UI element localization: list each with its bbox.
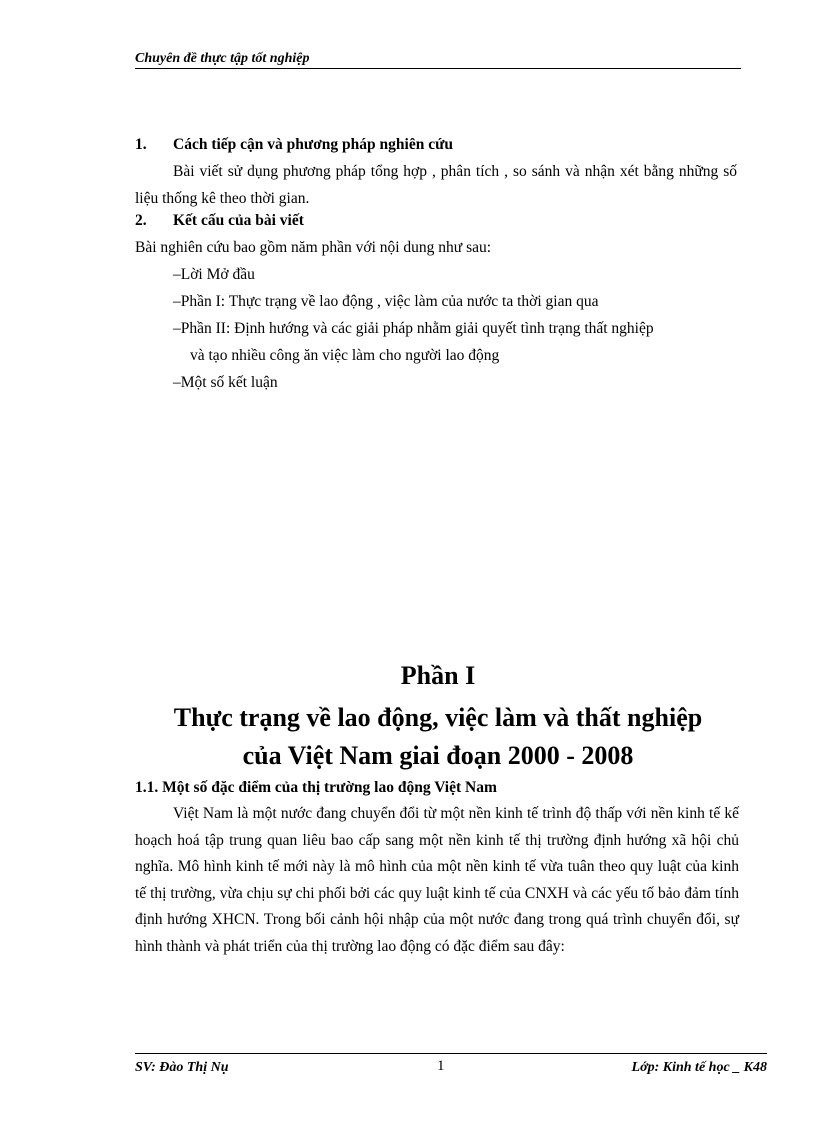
list-item: –Phần I: Thực trạng về lao động , việc làm của nước ta thời gian qua xyxy=(173,293,599,310)
footer-class: Lớp: Kinh tế học _ K48 xyxy=(631,1060,767,1075)
section-1-title: Cách tiếp cận và phương pháp nghiên cứu xyxy=(173,136,453,153)
footer-student: SV: Đào Thị Nụ xyxy=(135,1060,229,1075)
section-2-heading xyxy=(135,207,747,234)
section-1-paragraph: Bài viết sử dụng phương pháp tổng hợp , phân tích , so sánh và nhận xét bằng những số liệu thống kê theo thời gian. xyxy=(135,163,737,207)
part-label: Phần I xyxy=(400,661,476,690)
part-title-line-2: của Việt Nam giai đoạn 2000 - 2008 xyxy=(242,741,634,770)
section-structure xyxy=(135,207,747,396)
subsection-heading: 1.1. Một số đặc điểm của thị trường lao động Việt Nam xyxy=(135,779,497,796)
subsection-paragraph: Việt Nam là một nước đang chuyển đổi từ một nền kinh tế trình độ thấp với nền kinh tế kế hoạch hoá tập trung quan liêu bao cấp sang một nền kinh tế thị trường định hướng xã hội chủ nghĩa. Mô hình kinh tế mới này là mô hình của một nền kinh tế vừa tuân theo quy luật của kinh tế thị trường, vừa chịu sự chi phối bởi các quy luật kinh tế của CNXH và các yếu tố bảo đảm tính định hướng XHCN. Trong bối cảnh hội nhập của một nước đang trong quá trình chuyển đổi, sự hình thành và phát triển của thị trường lao động có đặc điểm sau đây: xyxy=(135,805,739,955)
section-approach xyxy=(135,131,747,212)
part-title-line-1: Thực trạng về lao động, việc làm và thất nghiệp xyxy=(173,703,703,732)
page-header xyxy=(135,50,741,69)
page-number: 1 xyxy=(437,1058,445,1074)
header-title: Chuyên đề thực tập tốt nghiệp xyxy=(135,51,310,66)
list-item: –Lời Mở đầu xyxy=(173,266,255,283)
page-footer xyxy=(135,1053,767,1075)
section-2-intro: Bài nghiên cứu bao gồm năm phần với nội dung như sau: xyxy=(135,239,492,256)
section-2-title: Kết cấu của bài viết xyxy=(173,212,304,229)
section-1-number: 1. xyxy=(135,136,147,153)
subsection-characteristics xyxy=(135,774,747,960)
list-item: –Phần II: Định hướng và các giải pháp nhằm giải quyết tình trạng thất nghiệp xyxy=(173,320,654,337)
list-item: –Một số kết luận xyxy=(173,374,278,391)
section-2-number: 2. xyxy=(135,212,147,229)
section-1-heading xyxy=(135,131,747,158)
list-item-continuation: và tạo nhiều công ăn việc làm cho người lao động xyxy=(190,347,500,364)
